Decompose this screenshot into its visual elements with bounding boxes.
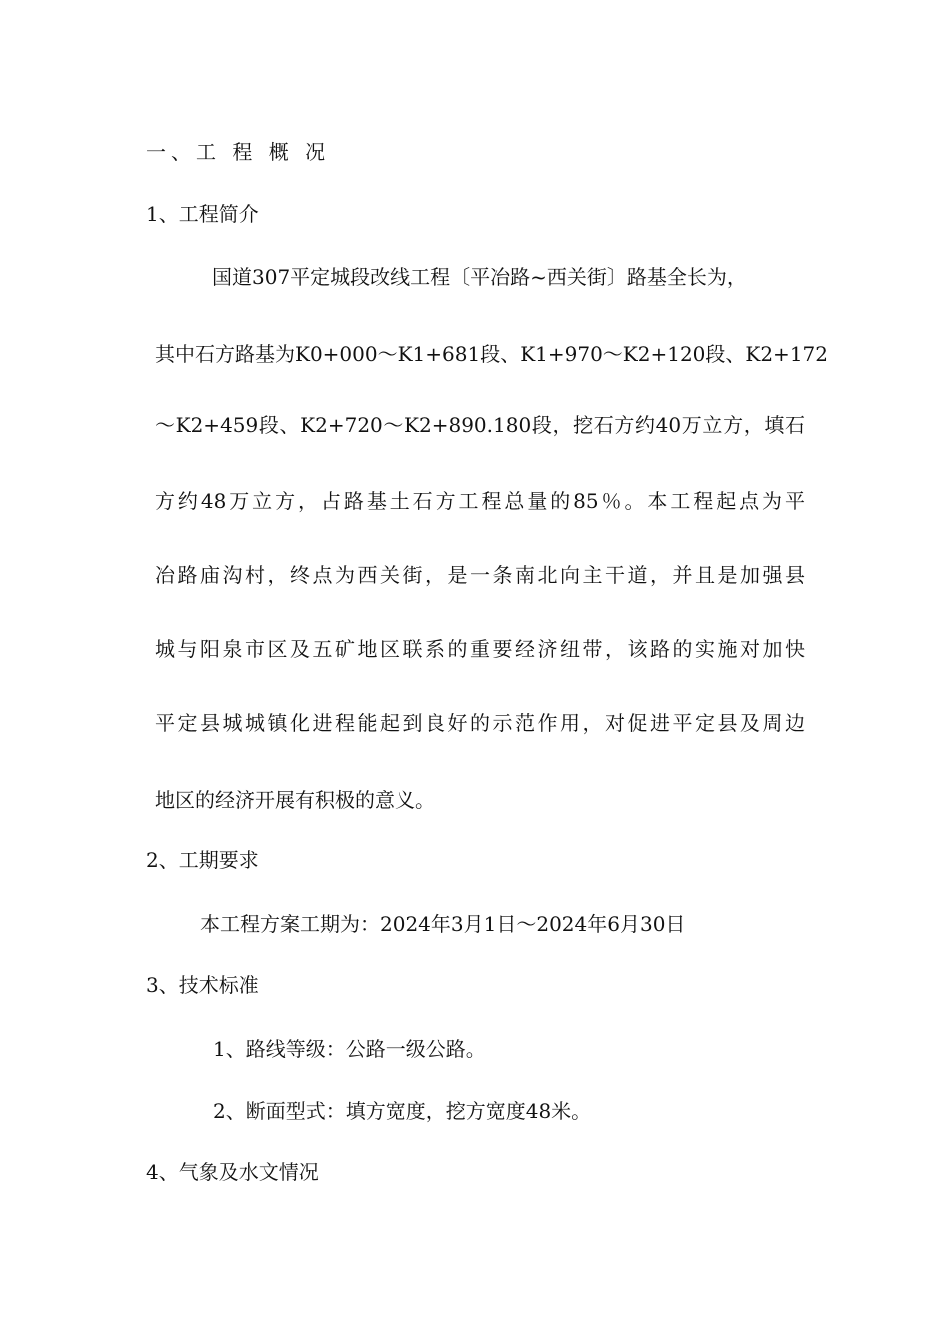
paragraph-line-1: 国道307平定城段改线工程〔平冶路~西关街〕路基全长为， [212, 265, 747, 289]
paragraph-line-5: 冶路庙沟村，终点为西关街，是一条南北向主干道，并且是加强县 [155, 563, 805, 587]
standard-item-1: 1、路线等级：公路一级公路。 [213, 1037, 486, 1061]
paragraph-line-3: ～K2+459段、K2+720～K2+890.180段，挖石方约40万立方，填石 [155, 413, 805, 437]
schedule-text: 本工程方案工期为：2024年3月1日～2024年6月30日 [200, 912, 686, 936]
paragraph-line-2: 其中石方路基为K0+000～K1+681段、K1+970～K2+120段、K2+172 [155, 342, 828, 366]
subsection-heading-2: 2、工期要求 [146, 848, 259, 872]
paragraph-line-8: 地区的经济开展有积极的意义。 [155, 788, 435, 812]
paragraph-line-6: 城与阳泉市区及五矿地区联系的重要经济纽带，该路的实施对加快 [155, 637, 805, 661]
section-title: 一、工 程 概 况 [146, 140, 331, 164]
standard-item-2: 2、断面型式：填方宽度，挖方宽度48米。 [213, 1099, 592, 1123]
subsection-heading-4: 4、气象及水文情况 [146, 1160, 319, 1184]
subsection-heading-1: 1、工程简介 [146, 202, 259, 226]
paragraph-line-7: 平定县城城镇化进程能起到良好的示范作用，对促进平定县及周边 [155, 711, 805, 735]
subsection-heading-3: 3、技术标准 [146, 973, 259, 997]
paragraph-line-4: 方约48万立方，占路基土石方工程总量的85％。本工程起点为平 [155, 489, 805, 513]
